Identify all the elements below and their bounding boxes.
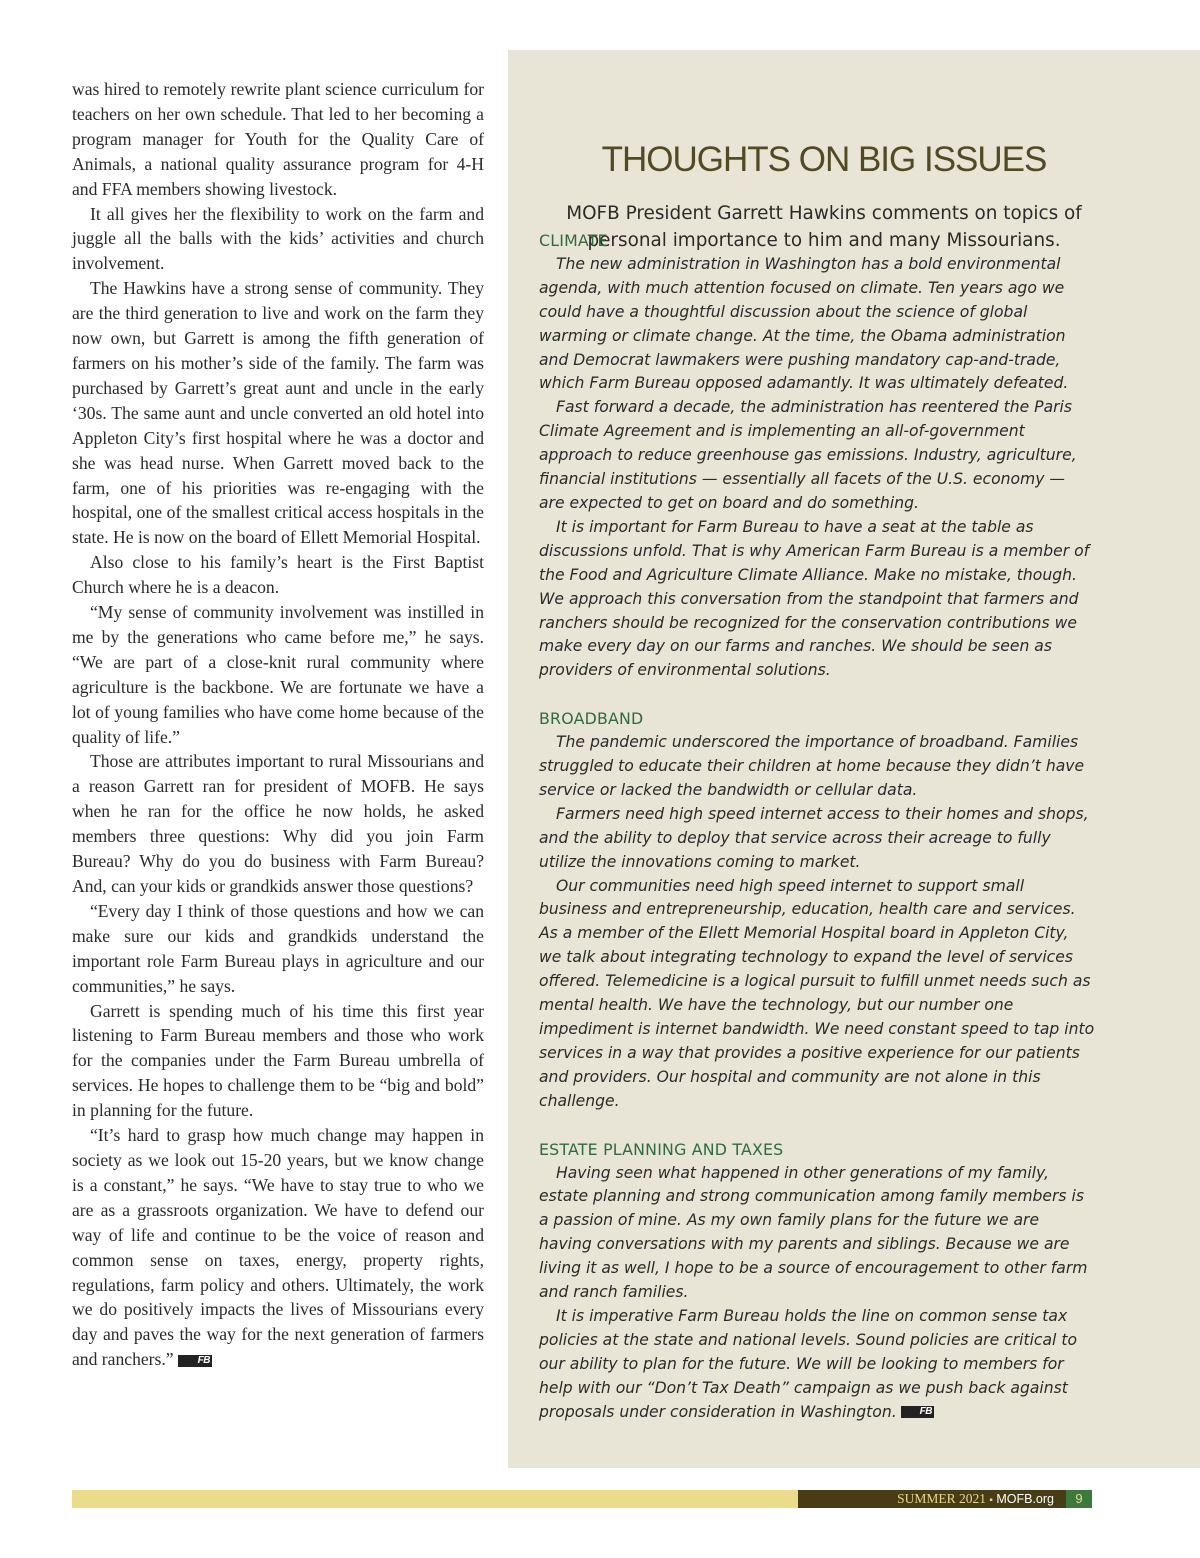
end-mark-logo: FB <box>901 1406 934 1418</box>
page-number: 9 <box>1066 1490 1092 1508</box>
sidebar-section <box>539 1138 1095 1425</box>
article-paragraph: was hired to remotely rewrite plant science curriculum for teachers on her own schedule. That led to her becoming a program manager for Youth for the Quality Care of Animals, a national quality assurance program for 4-H and FFA members showing livestock. <box>72 79 484 199</box>
footer-issue: SUMMER 2021 <box>897 1491 987 1506</box>
footer-separator: ▪ <box>989 1495 993 1506</box>
sidebar-title: THOUGHTS ON BIG ISSUES <box>601 140 1047 179</box>
section-paragraph: It is important for Farm Bureau to have a seat at the table as discussions unfold. That is why American Farm Bureau is a member of the Food and Agriculture Climate Alliance. Make no mistake, though. We approach this conversation from the standpoint that farmers and ranchers should be recognized for the conservation contributions we make every day on our farms and ranches. We should be seen as providers of environmental solutions. <box>539 517 1090 680</box>
article-paragraph: The Hawkins have a strong sense of community. They are the third generation to live and work on the farm they now own, but Garrett is among the fifth generation of farmers on his mother’s side of the family. The farm was purchased by Garrett’s great aunt and uncle in the early ‘30s. The same aunt and uncle converted an old hotel into Appleton City’s first hospital where he was a doctor and she was head nurse. When Garrett moved back to the farm, one of his priorities was re-engaging with the hospital, one of the smallest critical access hospitals in the state. He is now on the board of Ellett Memorial Hospital. <box>72 278 484 548</box>
section-paragraph: The pandemic underscored the importance of broadband. Families struggled to educate their children at home because they didn’t have service or lacked the bandwidth or cellular data. <box>539 733 1085 799</box>
article-paragraph: Those are attributes important to rural Missourians and a reason Garrett ran for president of MOFB. He says when he ran for the office he now holds, he asked members three questions: Why did you join Farm Bureau? Why do you do business with Farm Bureau? And, can your kids or grandkids answer those questions? <box>72 751 484 896</box>
sidebar-section <box>539 707 1095 1113</box>
section-paragraph: Fast forward a decade, the administration has reentered the Paris Climate Agreement and is implementing an all-of-government approach to reduce greenhouse gas emissions. Industry, agriculture, financial institutions — essentially all facets of the U.S. economy — are expected to get on board and do something. <box>539 398 1077 512</box>
section-paragraph: Farmers need high speed internet access to their homes and shops, and the ability to deploy that service across their acreage to fully utilize the innovations coming to market. <box>539 804 1089 871</box>
section-paragraph: Our communities need high speed internet to support small business and entrepreneurship, education, health care and services. As a member of the Ellett Memorial Hospital board in Appleton City, we talk about integrating technology to expand the level of services offered. Telemedicine is a logical pursuit to fulfill unmet needs such as mental health. We have the technology, but our number one impediment is internet bandwidth. We need constant speed to tap into services in a way that provides a positive experience for our patients and providers. Our hospital and community are not alone in this challenge. <box>539 876 1095 1110</box>
article-paragraph: Garrett is spending much of his time this first year listening to Farm Bureau members and those who work for the companies under the Farm Bureau umbrella of services. He hopes to challenge them to be “big and bold” in planning for the future. <box>72 1000 484 1121</box>
section-paragraph: It is imperative Farm Bureau holds the line on common sense tax policies at the state and national levels. Sound policies are critical to our ability to plan for the future. We will be looking to members for help with our “Don’t Tax Death” campaign as we push back against proposals under consideration in Washington. FB <box>539 1306 1077 1421</box>
article-paragraph: “My sense of community involvement was instilled in me by the generations who came before me,” he says. “We are part of a close-knit rural community where agriculture is the backbone. We are fortunate we have a lot of young families who have come home because of the quality of life.” <box>72 602 484 747</box>
sidebar-body <box>539 229 1095 1449</box>
section-paragraph: The new administration in Washington has a bold environmental agenda, with much attention focused on climate. Ten years ago we could have a thoughtful discussion about the science of global warming or climate change. At the time, the Obama administration and Democrat lawmakers were pushing mandatory cap-and-trade, which Farm Bureau opposed adamantly. It was ultimately defeated. <box>539 254 1069 393</box>
footer-issue-bar <box>798 1490 1066 1508</box>
article-paragraph: “It’s hard to grasp how much change may happen in society as we look out 15-20 years, but we know change is a constant,” he says. “We have to stay true to who we are as a grassroots organization. We have to defend our way of life and continue to be the voice of reason and common sense on taxes, energy, property rights, regulations, farm policy and others. Ultimately, the work we do positively impacts the lives of Missourians every day and paves the way for the next generation of farmers and ranchers.” FB <box>72 1125 484 1370</box>
section-heading: CLIMATE <box>539 231 608 250</box>
sidebar-subtitle: MOFB President Garrett Hawkins comments on topics of personal importance to him and many Missourians. <box>566 203 1082 251</box>
footer-site-link[interactable]: MOFB.org <box>996 1492 1054 1506</box>
article-paragraph: Also close to his family’s heart is the First Baptist Church where he is a deacon. <box>72 552 484 598</box>
article-paragraph: It all gives her the flexibility to work on the farm and juggle all the balls with the kids’ activities and church involvement. <box>72 203 484 274</box>
section-heading: ESTATE PLANNING AND TAXES <box>539 1139 784 1159</box>
section-heading: BROADBAND <box>539 709 644 729</box>
article-paragraph: “Every day I think of those questions and how we can make sure our kids and grandkids understand the important role Farm Bureau plays in agriculture and our communities,” he says. <box>72 900 484 996</box>
section-paragraph: Having seen what happened in other generations of my family, estate planning and strong communication among family members is a passion of mine. As my own family plans for the future we are having conversations with my parents and siblings. Because we are living it as well, I hope to be a source of encouragement to other farm and ranch families. <box>539 1163 1088 1302</box>
article-column <box>72 77 484 1372</box>
end-mark-logo: FB <box>178 1355 212 1367</box>
sidebar-section <box>539 229 1095 683</box>
